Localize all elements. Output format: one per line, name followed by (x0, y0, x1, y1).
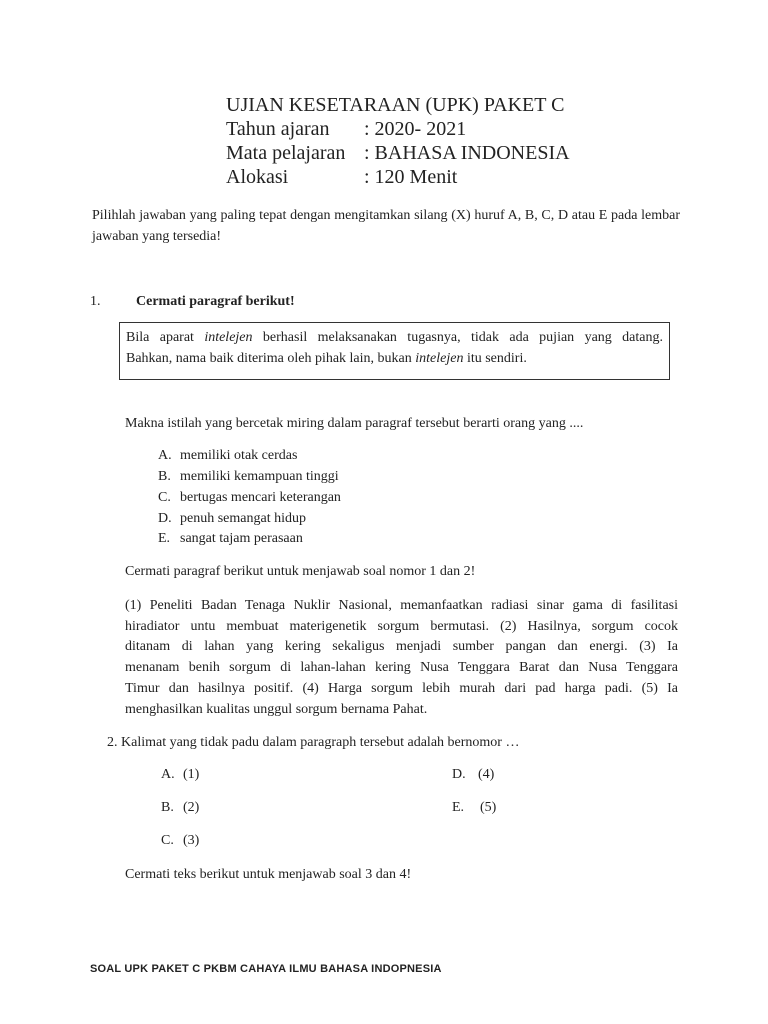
option-text: sangat tajam perasaan (180, 531, 303, 546)
option-letter: E. (452, 800, 465, 815)
option-text: (3) (183, 833, 200, 848)
option-text: penuh semangat hidup (180, 511, 306, 526)
quote-text: itu sendiri. (463, 351, 527, 366)
option-letter: B. (161, 800, 174, 815)
option-text: (4) (478, 767, 495, 782)
paragraph-line: Timur dan hasilnya positif. (4) Harga sorgum lebih murah dari pad harga padi. (5) Ia (125, 680, 678, 696)
q2-option-a[interactable] (161, 767, 199, 783)
option-letter: D. (452, 767, 466, 782)
quote-italic-term: intelejen (204, 330, 253, 345)
duration-value: : 120 Menit (364, 166, 458, 188)
intro-q1-q2: Cermati paragraf berikut untuk menjawab soal nomor 1 dan 2! (125, 564, 476, 579)
subject-value: : BAHASA INDONESIA (364, 142, 570, 164)
intro-q3-q4: Cermati teks berikut untuk menjawab soal 3 dan 4! (125, 867, 412, 882)
q2-option-d[interactable] (452, 767, 494, 783)
header-row-year (226, 117, 570, 141)
option-letter: C. (161, 833, 174, 848)
option-text: (1) (183, 767, 200, 782)
reading-paragraph (125, 596, 678, 720)
subject-label: Mata pelajaran (226, 142, 346, 164)
quote-line-1 (126, 327, 663, 348)
option-letter: A. (158, 448, 172, 463)
instruction-text: Pilihlah jawaban yang paling tepat dengan mengitamkan silang (X) huruf A, B, C, D atau E pada lembar jawaban yang tersedia! (92, 208, 680, 244)
paragraph-line: (1) Peneliti Badan Tenaga Nuklir Nasional, memanfaatkan radiasi sinar gama di fasilitasi (125, 598, 678, 613)
quote-line-2 (126, 348, 663, 369)
option-letter: B. (158, 469, 171, 484)
option-text: memiliki kemampuan tinggi (180, 469, 339, 484)
option-letter: E. (158, 531, 171, 546)
quote-text: Bahkan, nama baik diterima oleh pihak lain, bukan (126, 351, 416, 366)
q1-number: 1. (90, 294, 101, 309)
exam-header (226, 93, 570, 189)
option-text: memiliki otak cerdas (180, 448, 298, 463)
option-letter: D. (158, 511, 172, 526)
paragraph-line: menanam benih sorgum di lahan-lahan kering Nusa Tenggara Barat dan Nusa Tenggara (125, 660, 678, 676)
q1-option-a[interactable] (158, 448, 297, 464)
paragraph-line: menghasilkan kualitas unggul sorgum bernama Pahat. (125, 701, 428, 717)
paragraph-line: hiradiator untu membuat materigenetik sorgum bermutasi. (2) Hasilnya, sorgum cocok (125, 618, 678, 634)
option-letter: C. (158, 490, 171, 505)
option-text: (2) (183, 800, 200, 815)
q1-option-c[interactable] (158, 490, 341, 506)
q2-option-b[interactable] (161, 800, 199, 816)
q2-option-e[interactable] (452, 800, 496, 816)
quote-text: Bila aparat (126, 330, 205, 345)
exam-title: UJIAN KESETARAAN (UPK) PAKET C (226, 94, 565, 116)
quote-italic-term: intelejen (415, 351, 464, 366)
paragraph-line: ditanam di lahan yang kering sekaligus menjadi sumber pangan dan energi. (3) Ia (125, 639, 678, 655)
year-label: Tahun ajaran (226, 118, 330, 140)
option-text: (5) (480, 800, 497, 815)
option-text: bertugas mencari keterangan (180, 490, 341, 505)
year-value: : 2020- 2021 (364, 118, 467, 140)
q1-heading: Cermati paragraf berikut! (136, 294, 295, 309)
page-footer: SOAL UPK PAKET C PKBM CAHAYA ILMU BAHASA INDOPNESIA (90, 963, 442, 975)
q1-option-b[interactable] (158, 469, 339, 485)
quote-text: berhasil melaksanakan tugasnya, tidak ada pujian yang datang. (252, 330, 663, 345)
q1-option-d[interactable] (158, 511, 306, 527)
q1-option-e[interactable] (158, 531, 303, 547)
duration-label: Alokasi (226, 166, 289, 188)
option-letter: A. (161, 767, 175, 782)
q2-question: 2. Kalimat yang tidak padu dalam paragraph tersebut adalah bernomor … (107, 735, 520, 750)
q1-question: Makna istilah yang bercetak miring dalam paragraf tersebut berarti orang yang .... (125, 416, 584, 431)
q2-option-c[interactable] (161, 833, 199, 849)
header-row-duration (226, 165, 570, 189)
q1-quote-box (119, 322, 670, 380)
header-row-subject (226, 141, 570, 165)
